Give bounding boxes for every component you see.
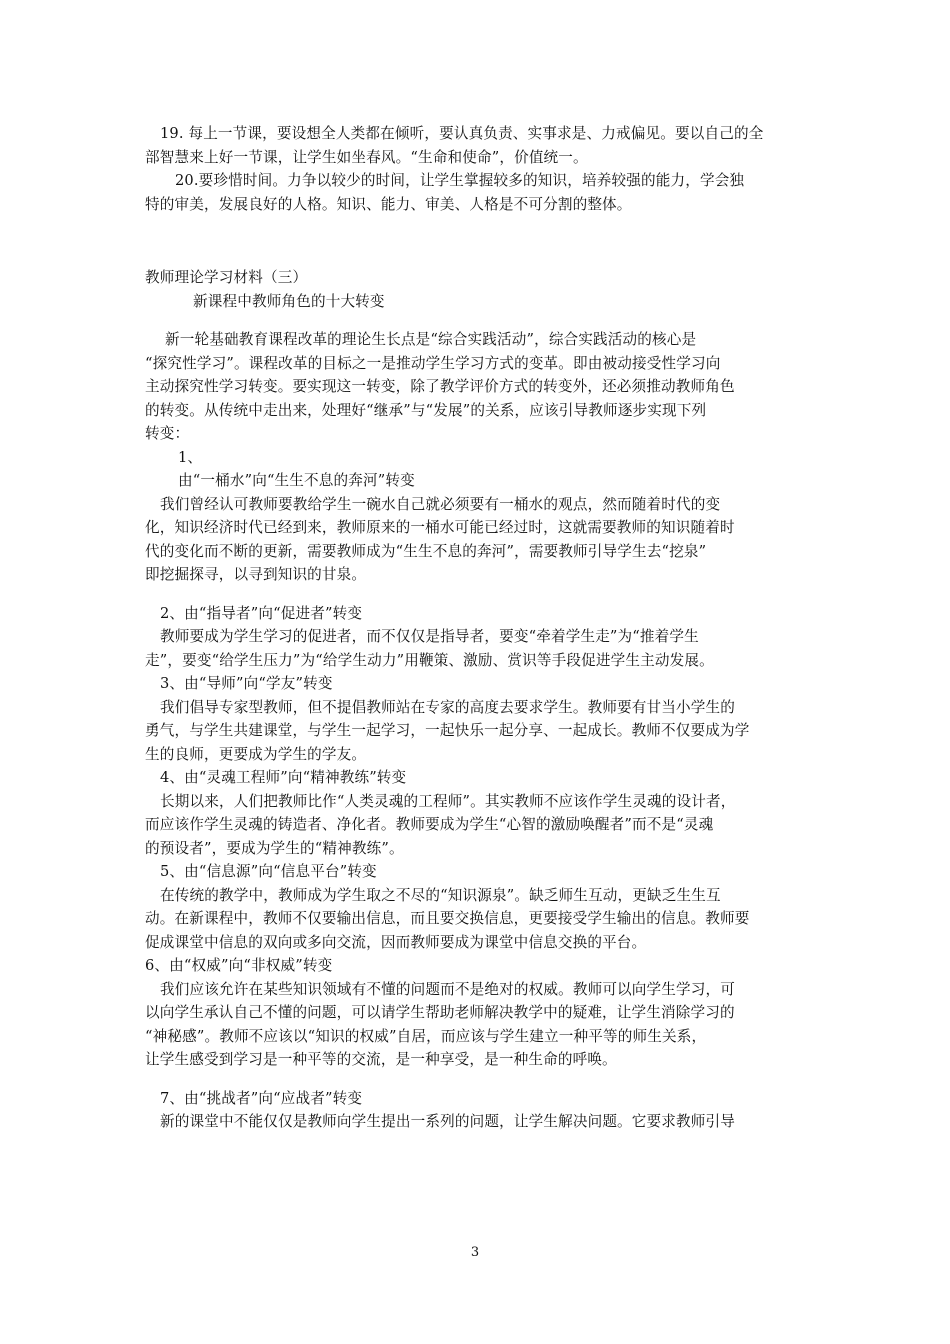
- text-line: 我们应该允许在某些知识领域有不懂的问题而不是绝对的权威。教师可以向学生学习，可: [160, 980, 736, 998]
- text-line: 化，知识经济时代已经到来，教师原来的一桶水可能已经过时，这就需要教师的知识随着时: [145, 519, 735, 536]
- text-line: 转变：: [145, 425, 190, 442]
- text-line: 走”，要变“给学生压力”为“给学生动力”用鞭策、激励、赏识等手段促进学生主动发展。: [145, 651, 714, 669]
- text-line: 1、: [178, 448, 203, 466]
- text-line: 部智慧来上好一节课，让学生如坐春风。“生命和使命”，价值统一。: [145, 148, 588, 166]
- text-line: 而应该作学生灵魂的铸造者、净化者。教师要成为学生“心智的激励唤醒者”而不是“灵魂: [145, 816, 714, 833]
- text-line: 主动探究性学习转变。要实现这一转变，除了教学评价方式的转变外，还必须推动教师角色: [145, 378, 735, 395]
- text-line: 促成课堂中信息的双向或多向交流，因而教师要成为课堂中信息交换的平台。: [145, 933, 647, 951]
- text-line: 动。在新课程中，教师不仅要输出信息，而且要交换信息，更要接受学生输出的信息。教师要: [145, 910, 750, 927]
- text-line: 由“一桶水”向“生生不息的奔河”转变: [178, 472, 415, 489]
- text-line: 3、由“导师”向“学友”转变: [160, 675, 333, 692]
- text-line: 代的变化而不断的更新，需要教师成为“生生不息的奔河”，需要教师引导学生去“挖泉”: [145, 542, 707, 560]
- text-line: 的预设者”，要成为学生的“精神教练”。: [145, 839, 404, 857]
- text-line: “神秘感”。教师不应该以“知识的权威”自居，而应该与学生建立一种平等的师生关系，: [145, 1027, 707, 1045]
- text-line: 4、由“灵魂工程师”向“精神教练”转变: [160, 769, 407, 786]
- text-line: 6、由“权威”向“非权威”转变: [145, 957, 333, 974]
- text-line: 在传统的教学中，教师成为学生取之不尽的“知识源泉”。缺乏师生互动，更缺乏生生互: [160, 886, 721, 904]
- text-line: 生的良师，更要成为学生的学友。: [145, 745, 367, 763]
- text-line: 我们曾经认可教师要教给学生一碗水自己就必须要有一桶水的观点，然而随着时代的变: [160, 495, 721, 513]
- text-line: 勇气，与学生共建课堂，与学生一起学习，一起快乐一起分享、一起成长。教师不仅要成为学: [145, 722, 750, 739]
- text-line: 5、由“信息源”向“信息平台”转变: [160, 863, 377, 880]
- text-line: 教师要成为学生学习的促进者，而不仅仅是指导者，要变“牵着学生走”为“推着学生: [160, 628, 699, 645]
- text-line: 我们倡导专家型教师，但不提倡教师站在专家的高度去要求学生。教师要有甘当小学生的: [160, 698, 736, 716]
- text-line: 7、由“挑战者”向“应战者”转变: [160, 1089, 363, 1107]
- text-line: 20.要珍惜时间。力争以较少的时间，让学生掌握较多的知识，培养较强的能力，学会独: [175, 172, 745, 189]
- text-line: 新的课堂中不能仅仅是教师向学生提出一系列的问题，让学生解决问题。它要求教师引导: [160, 1113, 736, 1130]
- text-line: “探究性学习”。课程改革的目标之一是推动学生学习方式的变革。即由被动接受性学习向: [145, 354, 721, 372]
- page-number: 3: [470, 1245, 480, 1260]
- text-line: 长期以来，人们把教师比作“人类灵魂的工程师”。其实教师不应该作学生灵魂的设计者，: [160, 792, 736, 810]
- text-line: 即挖掘探寻，以寻到知识的甘泉。: [145, 566, 367, 583]
- text-line: 新课程中教师角色的十大转变: [193, 292, 385, 310]
- text-line: 的转变。从传统中走出来，处理好“继承”与“发展”的关系，应该引导教师逐步实现下列: [145, 401, 707, 419]
- text-line: 教师理论学习材料（三）: [145, 269, 308, 286]
- text-line: 特的审美，发展良好的人格。知识、能力、审美、人格是不可分割的整体。: [145, 195, 632, 213]
- text-line: 让学生感受到学习是一种平等的交流，是一种享受，是一种生命的呼唤。: [145, 1051, 617, 1068]
- text-line: 19. 每上一节课，要设想全人类都在倾听，要认真负责、实事求是、力戒偏见。要以自己的全: [160, 125, 764, 142]
- text-line: 以向学生承认自己不懂的问题，可以请学生帮助老师解决教学中的疑难，让学生消除学习的: [145, 1004, 735, 1021]
- text-line: 2、由“指导者”向“促进者”转变: [160, 604, 363, 622]
- text-line: 新一轮基础教育课程改革的理论生长点是“综合实践活动”，综合实践活动的核心是: [165, 331, 697, 348]
